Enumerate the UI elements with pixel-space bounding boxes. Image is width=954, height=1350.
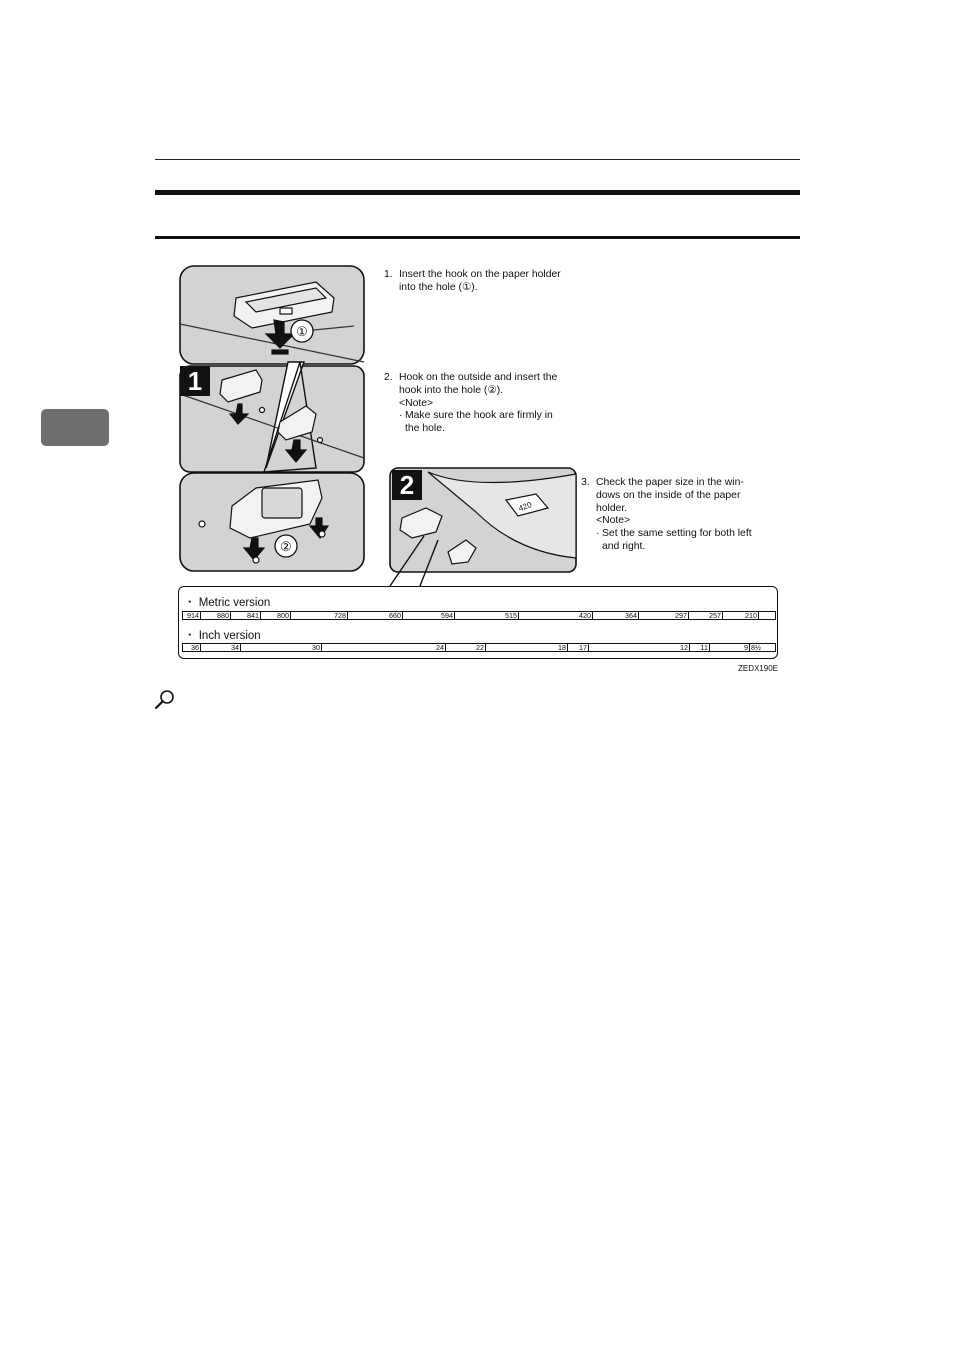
inch-cell: 30	[241, 644, 322, 651]
inch-cell: 9	[710, 644, 750, 651]
inch-cell: 34	[201, 644, 241, 651]
metric-cell: 728	[291, 612, 348, 619]
note-label: <Note>	[596, 515, 631, 527]
note-label: <Note>	[399, 397, 434, 409]
metric-cell: 515	[455, 612, 519, 619]
inch-cell: 8½	[751, 644, 761, 651]
inch-cell: 36	[183, 644, 201, 651]
size-scale-panel	[178, 586, 778, 659]
metric-cell: 364	[593, 612, 639, 619]
metric-version-title: ・ Metric version	[184, 597, 271, 609]
step-3-text: 3. Check the paper size in the win- dows on the inside of the paper holder. <Note> · Set the same setting for both left and right.	[581, 477, 781, 554]
section-rule-bottom	[155, 236, 800, 239]
metric-cell	[759, 612, 775, 619]
metric-cell: 257	[689, 612, 723, 619]
header-rule-thin	[155, 159, 800, 160]
reference-magnifier-icon	[154, 689, 176, 711]
inch-cell: 12	[589, 644, 690, 651]
metric-cell: 800	[261, 612, 291, 619]
metric-cell: 420	[519, 612, 593, 619]
metric-cell: 594	[403, 612, 455, 619]
chapter-tab	[41, 409, 109, 446]
figure-code: ZEDX190E	[737, 664, 778, 673]
inch-cell: 22	[446, 644, 486, 651]
metric-scale	[182, 611, 776, 620]
step-2-text: 2. Hook on the outside and insert the hook into the hole (②). <Note> · Make sure the hook are firmly in the hole.	[384, 372, 614, 436]
inch-cell: 18	[486, 644, 568, 651]
metric-cell: 297	[639, 612, 689, 619]
svg-text:420: 420	[517, 500, 533, 514]
metric-cell: 841	[231, 612, 261, 619]
inch-cell: 17	[568, 644, 589, 651]
svg-text:2: 2	[399, 470, 415, 500]
callout-1-label: ①	[296, 324, 308, 339]
metric-cell: 210	[723, 612, 759, 619]
inch-version-title: ・ Inch version	[184, 630, 261, 642]
svg-text:1: 1	[187, 366, 203, 396]
metric-cell: 660	[348, 612, 403, 619]
inch-cell: 24	[322, 644, 446, 651]
inch-scale	[182, 643, 776, 652]
callout-2-label: ②	[280, 539, 292, 554]
inch-cell: 11	[690, 644, 710, 651]
section-rule-top	[155, 190, 800, 195]
step-1-text: 1. Insert the hook on the paper holder into the hole (①).	[384, 269, 561, 293]
metric-cell: 880	[201, 612, 231, 619]
metric-cell: 914	[183, 612, 201, 619]
